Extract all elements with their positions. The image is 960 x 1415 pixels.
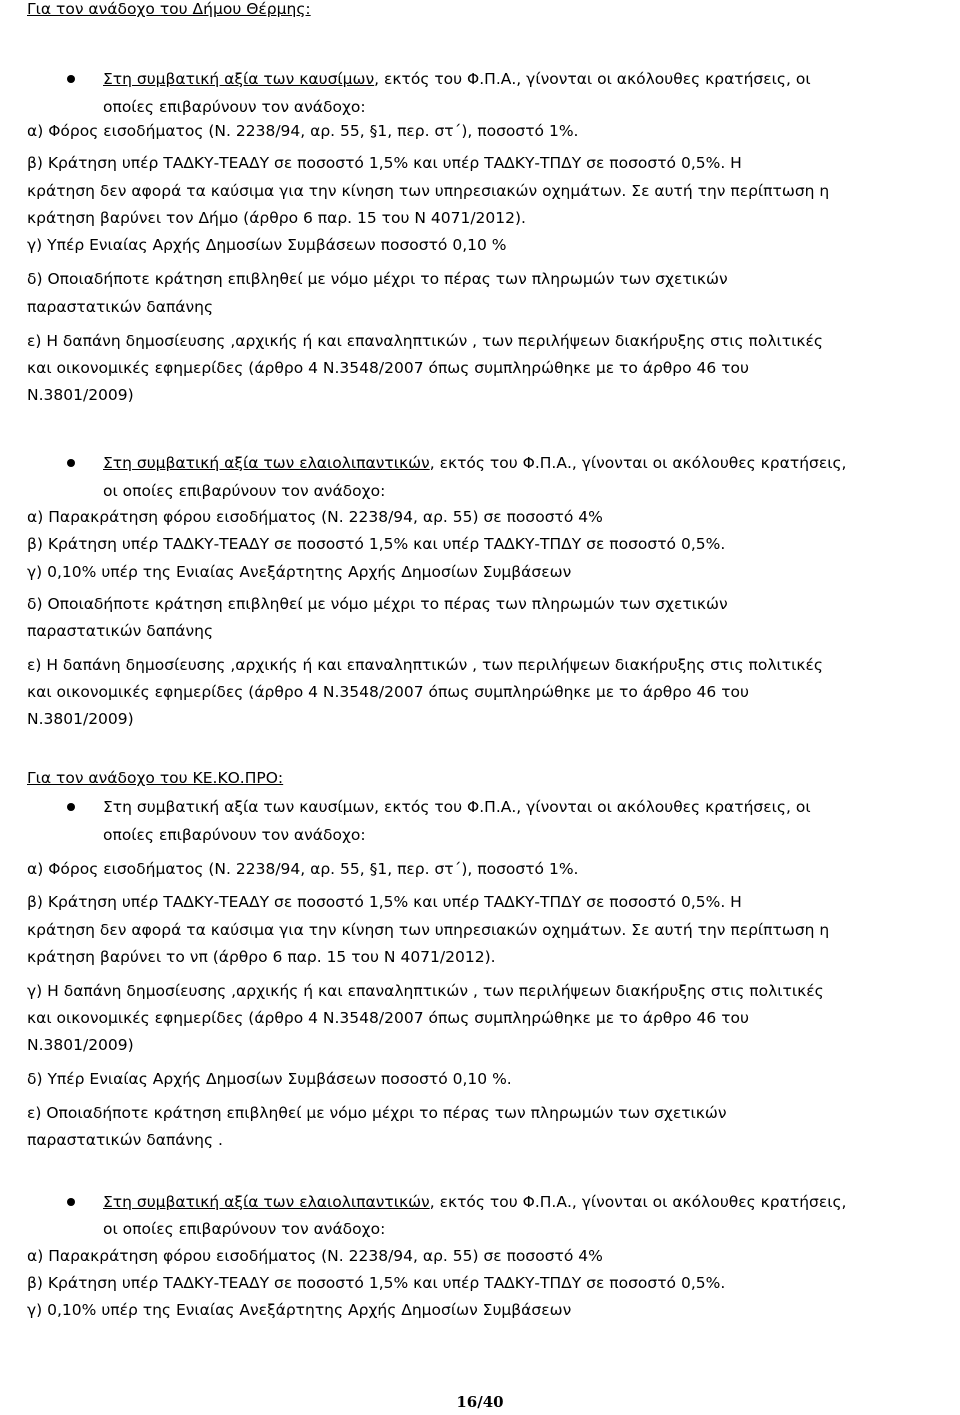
lubricants-lead-underlined: Στη συμβατική αξία των ελαιολιπαντικών xyxy=(103,454,430,472)
kekopro-fuels-item-d: δ) Υπέρ Ενιαίας Αρχής Δημοσίων Συμβάσεων ποσοστό 0,10 %. xyxy=(27,1070,512,1088)
bullet-icon xyxy=(67,75,75,83)
kekopro-fuels-item-a: α) Φόρος εισοδήματος (Ν. 2238/94, αρ. 55, §1, περ. στ΄), ποσοστό 1%. xyxy=(27,860,579,878)
lubricants-lead-line-2: οι οποίες επιβαρύνουν τον ανάδοχο: xyxy=(103,482,386,500)
lubricants-item-d-line-1: δ) Οποιαδήποτε κράτηση επιβληθεί με νόμο μέχρι το πέρας των πληρωμών των σχετικών xyxy=(27,595,728,613)
kekopro-lubricants-lead-line xyxy=(103,1191,847,1213)
section-heading-dimos-thermis: Για τον ανάδοχο του Δήμου Θέρμης: xyxy=(27,0,311,18)
fuels-item-d-line-1: δ) Οποιαδήποτε κράτηση επιβληθεί με νόμο μέχρι το πέρας των πληρωμών των σχετικών xyxy=(27,270,728,288)
fuels-item-b-line-2: κράτηση δεν αφορά τα καύσιμα για την κίνηση των υπηρεσιακών οχημάτων. Σε αυτή την περίπτωση η xyxy=(27,182,830,200)
lubricants-item-b: β) Κράτηση υπέρ ΤΑΔΚΥ-ΤΕΑΔΥ σε ποσοστό 1,5% και υπέρ ΤΑΔΚΥ-ΤΠΔΥ σε ποσοστό 0,5%. xyxy=(27,535,726,553)
kekopro-fuels-lead-line-2: οποίες επιβαρύνουν τον ανάδοχο: xyxy=(103,826,366,844)
fuels-item-e-line-2: και οικονομικές εφημερίδες (άρθρο 4 Ν.3548/2007 όπως συμπληρώθηκε με το άρθρο 46 του xyxy=(27,359,749,377)
bullet-icon xyxy=(67,1198,75,1206)
kekopro-lubricants-item-b: β) Κράτηση υπέρ ΤΑΔΚΥ-ΤΕΑΔΥ σε ποσοστό 1,5% και υπέρ ΤΑΔΚΥ-ΤΠΔΥ σε ποσοστό 0,5%. xyxy=(27,1274,726,1292)
fuels-item-b-line-3: κράτηση βαρύνει τον Δήμο (άρθρο 6 παρ. 15 του Ν 4071/2012). xyxy=(27,209,526,227)
fuels-item-c: γ) Υπέρ Ενιαίας Αρχής Δημοσίων Συμβάσεων ποσοστό 0,10 % xyxy=(27,236,507,254)
lubricants-item-e-line-1: ε) Η δαπάνη δημοσίευσης ,αρχικής ή και επαναληπτικών , των περιλήψεων διακήρυξης στις πολιτικές xyxy=(27,656,823,674)
fuels-lead-underlined: Στη συμβατική αξία των καυσίμων xyxy=(103,70,375,88)
lubricants-item-e-line-3: Ν.3801/2009) xyxy=(27,710,134,728)
kekopro-fuels-lead-line: Στη συμβατική αξία των καυσίμων, εκτός του Φ.Π.Α., γίνονται οι ακόλουθες κρατήσεις, οι xyxy=(103,798,811,816)
lubricants-item-c: γ) 0,10% υπέρ της Ενιαίας Ανεξάρτητης Αρχής Δημοσίων Συμβάσεων xyxy=(27,563,572,581)
kekopro-lubricants-lead-line-2: οι οποίες επιβαρύνουν τον ανάδοχο: xyxy=(103,1220,386,1238)
kekopro-lubricants-item-a: α) Παρακράτηση φόρου εισοδήματος (Ν. 2238/94, αρ. 55) σε ποσοστό 4% xyxy=(27,1247,603,1265)
kekopro-fuels-item-c-line-1: γ) Η δαπάνη δημοσίευσης ,αρχικής ή και επαναληπτικών , των περιλήψεων διακήρυξης στις πολιτικές xyxy=(27,982,824,1000)
fuels-item-d-line-2: παραστατικών δαπάνης xyxy=(27,298,214,316)
kekopro-lubricants-item-c: γ) 0,10% υπέρ της Ενιαίας Ανεξάρτητης Αρχής Δημοσίων Συμβάσεων xyxy=(27,1301,572,1319)
kekopro-fuels-item-c-line-3: Ν.3801/2009) xyxy=(27,1036,134,1054)
lubricants-lead-rest: , εκτός του Φ.Π.Α., γίνονται οι ακόλουθες κρατήσεις, xyxy=(429,454,847,472)
fuels-lead-rest: , εκτός του Φ.Π.Α., γίνονται οι ακόλουθες κρατήσεις, οι xyxy=(374,70,811,88)
kekopro-fuels-item-b-line-1: β) Κράτηση υπέρ ΤΑΔΚΥ-ΤΕΑΔΥ σε ποσοστό 1,5% και υπέρ ΤΑΔΚΥ-ΤΠΔΥ σε ποσοστό 0,5%. Η xyxy=(27,893,742,911)
kekopro-fuels-item-b-line-3: κράτηση βαρύνει το νπ (άρθρο 6 παρ. 15 του Ν 4071/2012). xyxy=(27,948,496,966)
page-number: 16/40 xyxy=(456,1393,504,1411)
bullet-icon xyxy=(67,803,75,811)
section-heading-kekopro: Για τον ανάδοχο του ΚΕ.ΚΟ.ΠΡΟ: xyxy=(27,769,284,787)
kekopro-lubricants-lead-underlined: Στη συμβατική αξία των ελαιολιπαντικών xyxy=(103,1193,430,1211)
lubricants-item-a: α) Παρακράτηση φόρου εισοδήματος (Ν. 2238/94, αρ. 55) σε ποσοστό 4% xyxy=(27,508,603,526)
lubricants-lead-line xyxy=(103,452,847,474)
lubricants-item-d-line-2: παραστατικών δαπάνης xyxy=(27,622,214,640)
fuels-item-a: α) Φόρος εισοδήματος (Ν. 2238/94, αρ. 55, §1, περ. στ΄), ποσοστό 1%. xyxy=(27,122,579,140)
bullet-icon xyxy=(67,459,75,467)
kekopro-fuels-item-b-line-2: κράτηση δεν αφορά τα καύσιμα για την κίνηση των υπηρεσιακών οχημάτων. Σε αυτή την περίπτωση η xyxy=(27,921,830,939)
fuels-item-b-line-1: β) Κράτηση υπέρ ΤΑΔΚΥ-ΤΕΑΔΥ σε ποσοστό 1,5% και υπέρ ΤΑΔΚΥ-ΤΠΔΥ σε ποσοστό 0,5%. Η xyxy=(27,154,742,172)
kekopro-fuels-item-e-line-2: παραστατικών δαπάνης . xyxy=(27,1131,223,1149)
fuels-item-e-line-3: Ν.3801/2009) xyxy=(27,386,134,404)
fuels-lead-line xyxy=(103,68,811,90)
fuels-lead-line-2: οποίες επιβαρύνουν τον ανάδοχο: xyxy=(103,98,366,116)
kekopro-fuels-item-e-line-1: ε) Οποιαδήποτε κράτηση επιβληθεί με νόμο μέχρι το πέρας των πληρωμών των σχετικών xyxy=(27,1104,727,1122)
fuels-item-e-line-1: ε) Η δαπάνη δημοσίευσης ,αρχικής ή και επαναληπτικών , των περιλήψεων διακήρυξης στις πολιτικές xyxy=(27,332,823,350)
kekopro-lubricants-lead-rest: , εκτός του Φ.Π.Α., γίνονται οι ακόλουθες κρατήσεις, xyxy=(429,1193,847,1211)
lubricants-item-e-line-2: και οικονομικές εφημερίδες (άρθρο 4 Ν.3548/2007 όπως συμπληρώθηκε με το άρθρο 46 του xyxy=(27,683,749,701)
kekopro-fuels-item-c-line-2: και οικονομικές εφημερίδες (άρθρο 4 Ν.3548/2007 όπως συμπληρώθηκε με το άρθρο 46 του xyxy=(27,1009,749,1027)
